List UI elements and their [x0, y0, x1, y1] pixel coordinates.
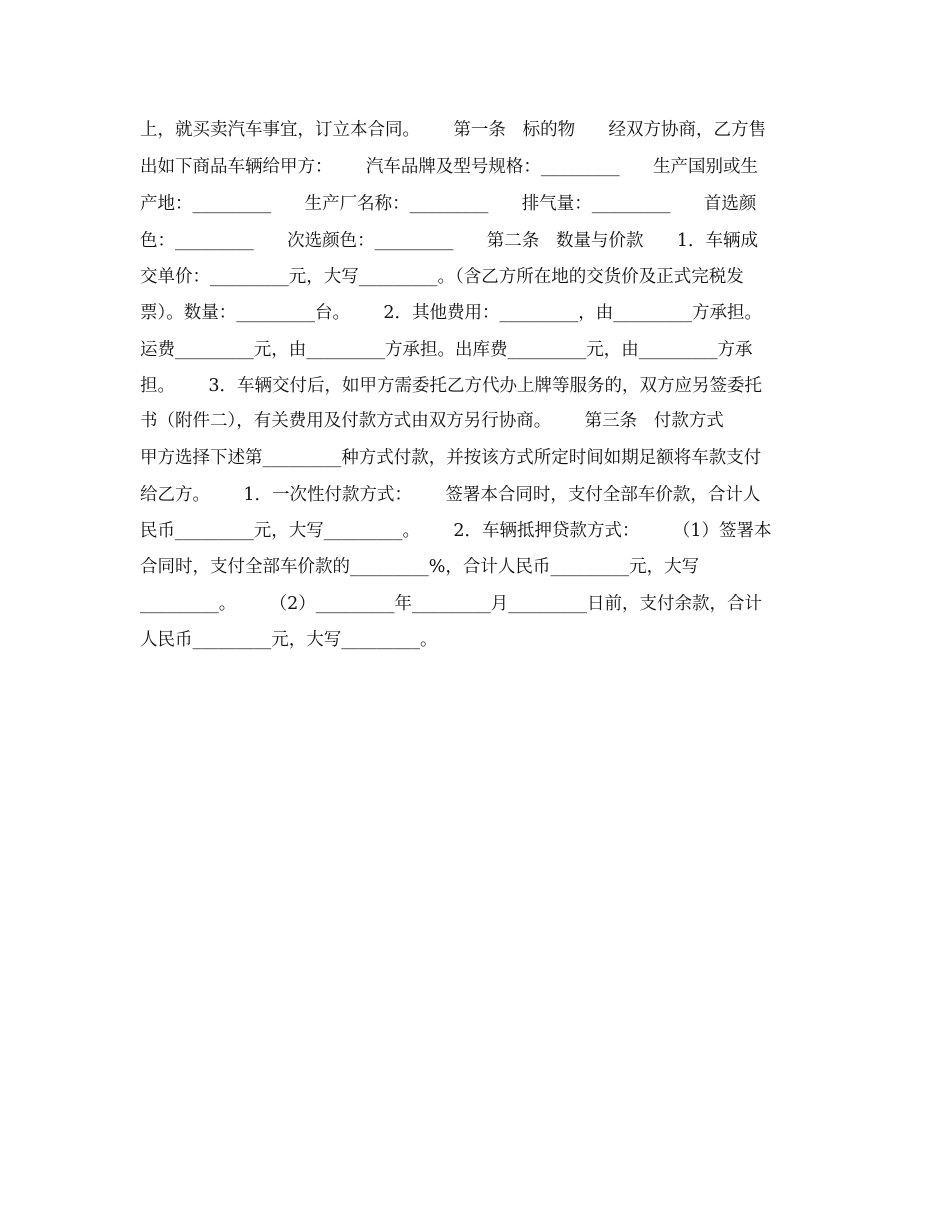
contract-text-line: 产地：_________ 生产厂名称：_________ 排气量：_________ 首选颜	[140, 194, 757, 214]
contract-text-line: 票）。数量：_________台。 2．其他费用：_________，由_________方承担。	[140, 303, 763, 323]
contract-text-line: 民币_________元，大写_________。 2．车辆抵押贷款方式： （1）签署本	[140, 521, 772, 541]
contract-text-line: 交单价：_________元，大写_________。（含乙方所在地的交货价及正式完税发	[140, 267, 744, 287]
contract-text-line: 色：_________ 次选颜色：_________ 第二条 数量与价款 1．车辆成	[140, 231, 758, 251]
contract-text-line: 担。 3．车辆交付后，如甲方需委托乙方代办上牌等服务的，双方应另签委托	[140, 376, 763, 396]
contract-text-line: 人民币_________元，大写_________。	[140, 630, 438, 650]
contract-text-line: 书（附件二），有关费用及付款方式由双方另行协商。 第三条 付款方式	[140, 411, 724, 431]
contract-text-line: 上，就买卖汽车事宜，订立本合同。 第一条 标的物 经双方协商，乙方售	[140, 120, 766, 140]
contract-text-line: 出如下商品车辆给甲方： 汽车品牌及型号规格：_________ 生产国别或生	[140, 157, 759, 177]
contract-text-line: 甲方选择下述第_________种方式付款，并按该方式所定时间如期足额将车款支付	[140, 448, 762, 468]
contract-text-line: _________。 （2）_________年_________月_________日前，支付余款，合计	[140, 594, 763, 614]
contract-text-line: 合同时，支付全部车价款的_________%，合计人民币_________元，大写	[140, 557, 700, 577]
contract-text-line: 给乙方。 1．一次性付款方式： 签署本合同时，支付全部车价款，合计人	[140, 485, 761, 505]
contract-text-line: 运费_________元，由_________方承担。出库费_________元，由_________方承	[140, 340, 753, 360]
